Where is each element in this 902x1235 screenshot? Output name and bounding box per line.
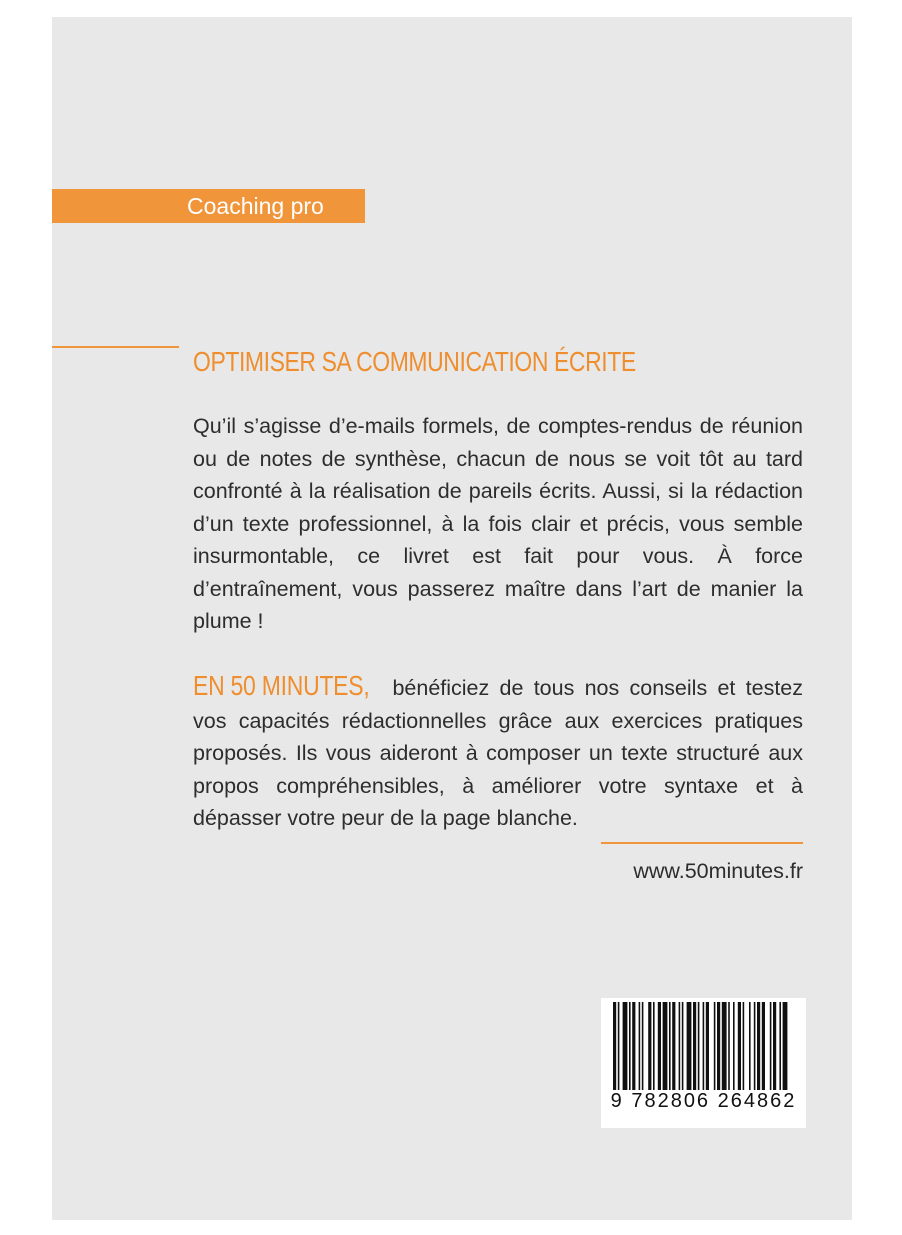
- barcode-bar: [698, 1002, 700, 1090]
- barcode-bar: [639, 1002, 641, 1090]
- barcode-bar: [728, 1002, 730, 1090]
- isbn-barcode: [601, 998, 806, 1128]
- barcode-bar: [743, 1002, 745, 1090]
- description-paragraph: Qu’il s’agisse d’e-mails formels, de comptes-rendus de réunion ou de notes de synthèse, chacun de nous se voit tôt au tard confronté à la réalisation de pareils écrits. Aussi, si la rédaction d’un texte professionnel, à la fois clair et précis, vous semble insurmontable, ce livret est fait pour vous. À force d’entraînement, vous passerez maître dans l’art de manier la plume !: [193, 414, 803, 633]
- barcode-bars: [601, 1002, 806, 1090]
- category-tag: Coaching pro: [52, 189, 365, 223]
- barcode-bar: [663, 1002, 668, 1090]
- barcode-bar: [733, 1002, 735, 1090]
- book-back-cover: [52, 17, 852, 1220]
- barcode-bar: [783, 1002, 788, 1090]
- barcode-bar: [714, 1002, 716, 1090]
- barcode-bar: [687, 1002, 692, 1090]
- isbn-number: 9 782806 264862: [610, 1090, 797, 1112]
- title-divider: [52, 346, 179, 348]
- barcode-bar: [703, 1002, 705, 1090]
- barcode-bar: [773, 1002, 776, 1090]
- barcode-bar: [679, 1002, 681, 1090]
- barcode-bar: [629, 1002, 631, 1090]
- barcode-bar: [658, 1002, 661, 1090]
- barcode-bar: [770, 1002, 772, 1090]
- barcode-bar: [749, 1002, 751, 1090]
- barcode-bar: [738, 1002, 741, 1090]
- barcode-bar: [754, 1002, 756, 1090]
- barcode-bar: [613, 1002, 616, 1090]
- barcode-bar: [682, 1002, 684, 1090]
- website-url: www.50minutes.fr: [633, 859, 803, 883]
- barcode-bar: [779, 1002, 781, 1090]
- barcode-bar: [717, 1002, 720, 1090]
- barcode-bar: [632, 1002, 635, 1090]
- promo-lead: EN 50 MINUTES,: [193, 670, 370, 701]
- promo-paragraph: [193, 670, 803, 835]
- promo-text: bénéficiez de tous nos conseils et testez vos capacités rédactionnelles grâce aux exercices pratiques proposés. Ils vous aideront à composer un texte structuré aux propos compréhensibles, à améliorer votre syntaxe et à dépasser votre peur de la page blanche.: [193, 676, 803, 830]
- barcode-bar: [757, 1002, 760, 1090]
- barcode-bar: [672, 1002, 675, 1090]
- cover-title: OPTIMISER SA COMMUNICATION ÉCRITE: [193, 346, 636, 377]
- barcode-bar: [642, 1002, 644, 1090]
- barcode-bar: [693, 1002, 696, 1090]
- barcode-bar: [706, 1002, 709, 1090]
- barcode-bar: [648, 1002, 651, 1090]
- website-divider: [601, 842, 803, 844]
- barcode-bar: [653, 1002, 655, 1090]
- barcode-bar: [722, 1002, 727, 1090]
- barcode-bar: [618, 1002, 620, 1090]
- barcode-bar: [623, 1002, 628, 1090]
- barcode-bar: [669, 1002, 671, 1090]
- barcode-bar: [762, 1002, 765, 1090]
